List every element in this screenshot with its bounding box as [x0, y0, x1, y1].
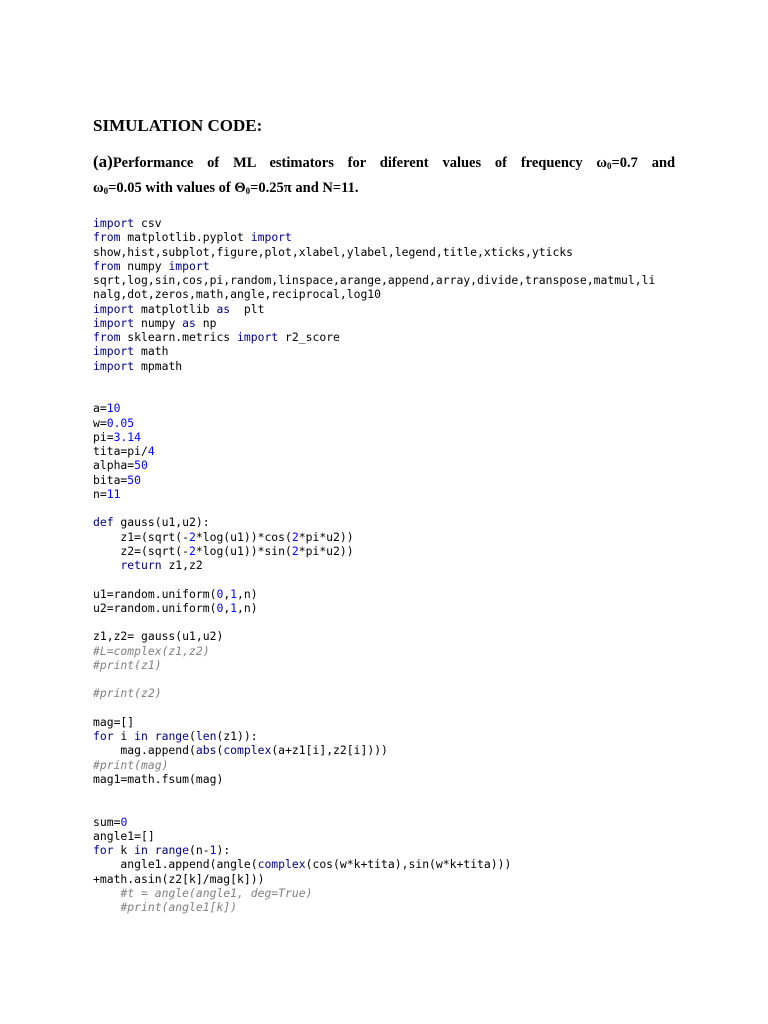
code-keyword: in — [134, 729, 148, 743]
code-builtin: abs — [195, 743, 217, 758]
description-word: for — [347, 155, 366, 171]
description-line-1 — [93, 152, 675, 172]
code-line — [93, 758, 655, 772]
code-keyword: import — [93, 344, 135, 359]
code-number: 11 — [106, 486, 121, 501]
code-keyword: for — [93, 729, 114, 743]
code-line: bita=50 — [93, 472, 142, 487]
code-line: z2=(sqrt(-2*log(u1))*sin(2*pi*u2)) — [93, 543, 354, 558]
code-line: return z1,z2 — [120, 558, 203, 572]
code-number: 4 — [147, 444, 155, 458]
description-label: (a) — [93, 152, 113, 171]
code-line: sqrt,log,sin,cos,pi,random,linspace,arange,append,array,divide,transpose,matmul,li — [93, 273, 656, 287]
description-word: of — [207, 155, 220, 171]
code-line — [93, 572, 655, 586]
code-keyword: def — [93, 515, 114, 530]
code-keyword: import — [237, 330, 279, 344]
code-line: import numpy as np — [93, 315, 217, 330]
code-builtin: range — [154, 729, 190, 743]
code-builtin: complex — [223, 743, 272, 758]
code-line — [93, 644, 655, 658]
code-keyword: as — [182, 315, 196, 330]
code-line — [93, 387, 655, 401]
code-comment: #print(angle1[k]) — [120, 900, 238, 914]
code-builtin: range — [154, 843, 190, 857]
code-line: sum=0 — [93, 814, 128, 829]
code-number: 0 — [216, 600, 224, 615]
code-line: import csv — [93, 216, 162, 230]
code-keyword: import — [93, 216, 135, 230]
code-keyword: from — [93, 230, 121, 245]
description-word: frequency — [520, 155, 583, 171]
code-line: tita=pi/4 — [93, 444, 155, 458]
code-keyword: import — [93, 358, 135, 373]
description-line-2: $\omega_0=0.05$ with values of $\Theta_0=0.25\pi$ and N=11. — [93, 180, 359, 196]
code-builtin: len — [195, 729, 217, 743]
code-number: 50 — [127, 472, 142, 487]
code-line — [93, 686, 655, 700]
code-line: angle1.append(angle(complex(cos(w*k+tita),sin(w*k+tita))) — [93, 857, 512, 872]
code-number: 1 — [230, 586, 238, 601]
code-line: pi=3.14 — [93, 429, 142, 444]
code-keyword: from — [93, 258, 121, 273]
code-line: def gauss(u1,u2): — [93, 515, 210, 530]
code-comment: #print(mag) — [93, 757, 169, 772]
code-line: angle1=[] — [93, 828, 155, 843]
code-keyword: from — [93, 330, 121, 344]
code-line: mag.append(abs(complex(a+z1[i],z2[i]))) — [93, 743, 388, 758]
code-line — [93, 900, 655, 914]
code-number: 0 — [120, 814, 128, 829]
code-comment: #print(z1) — [93, 657, 162, 672]
code-line: import matplotlib as plt — [93, 301, 265, 316]
code-line: u1=random.uniform(0,1,n) — [93, 586, 258, 601]
code-line: w=0.05 — [93, 415, 135, 430]
code-keyword: import — [93, 315, 135, 330]
description-word: diferent — [379, 155, 429, 171]
code-number: 0 — [216, 586, 224, 601]
description-word: values — [442, 155, 482, 171]
code-comment: #t = angle(angle1, deg=True) — [120, 885, 313, 900]
code-keyword: as — [216, 301, 231, 316]
code-number: 1 — [209, 843, 217, 857]
code-line: from matplotlib.pyplot import — [93, 230, 292, 245]
code-line — [93, 786, 655, 800]
code-number: 1 — [230, 600, 238, 615]
code-line — [93, 672, 655, 686]
description-word: estimators — [269, 155, 334, 171]
code-line: nalg,dot,zeros,math,angle,reciprocal,log10 — [93, 287, 382, 302]
description-word: ML — [233, 155, 256, 171]
code-comment: #print(z2) — [93, 686, 162, 701]
code-line: mag=[] — [93, 714, 135, 729]
code-number: 0.05 — [106, 415, 135, 430]
code-number: 2 — [189, 529, 196, 544]
code-line — [93, 658, 655, 672]
code-line: mag1=math.fsum(mag) — [93, 771, 224, 786]
code-line: a=10 — [93, 401, 121, 416]
code-keyword: for — [93, 843, 114, 857]
code-line: z1,z2= gauss(u1,u2) — [93, 629, 224, 644]
code-line — [93, 886, 655, 900]
code-line: from numpy import — [93, 258, 210, 273]
code-comment: #L=complex(z1,z2) — [93, 643, 210, 658]
description-word: and — [651, 155, 676, 171]
code-line: n=11 — [93, 486, 121, 501]
code-line — [93, 800, 655, 814]
code-keyword: import — [168, 258, 210, 273]
code-line: import mpmath — [93, 358, 183, 373]
code-line: import math — [93, 344, 169, 359]
code-number: 3.14 — [113, 429, 142, 444]
code-line: for i in range(len(z1)): — [93, 729, 258, 743]
description-word: $\omega_0=0.7$ — [596, 155, 638, 171]
code-line: +math.asin(z2[k]/mag[k])) — [93, 871, 265, 886]
code-line: from sklearn.metrics import r2_score — [93, 330, 340, 344]
code-line — [93, 615, 655, 629]
code-block — [93, 216, 655, 914]
code-line: alpha=50 — [93, 458, 148, 473]
code-number: 2 — [189, 543, 196, 558]
code-line — [93, 373, 655, 387]
code-line: show,hist,subplot,figure,plot,xlabel,ylabel,legend,title,xticks,yticks — [93, 244, 574, 259]
code-line: for k in range(n-1): — [93, 843, 231, 857]
code-line — [93, 501, 655, 515]
code-builtin: complex — [257, 857, 306, 872]
code-keyword: import — [250, 230, 292, 245]
section-heading: SIMULATION CODE: — [93, 116, 263, 135]
code-number: 50 — [134, 458, 148, 473]
code-number: 10 — [106, 401, 121, 416]
code-line: u2=random.uniform(0,1,n) — [93, 600, 258, 615]
code-keyword: in — [134, 843, 148, 857]
code-line — [93, 701, 655, 715]
code-line: z1=(sqrt(-2*log(u1))*cos(2*pi*u2)) — [93, 529, 354, 544]
code-keyword: return — [120, 558, 162, 572]
description-word: of — [494, 155, 508, 171]
description-word: Performance — [112, 155, 194, 171]
code-keyword: import — [93, 301, 135, 316]
code-number: 2 — [291, 529, 299, 544]
code-number: 2 — [291, 543, 299, 558]
